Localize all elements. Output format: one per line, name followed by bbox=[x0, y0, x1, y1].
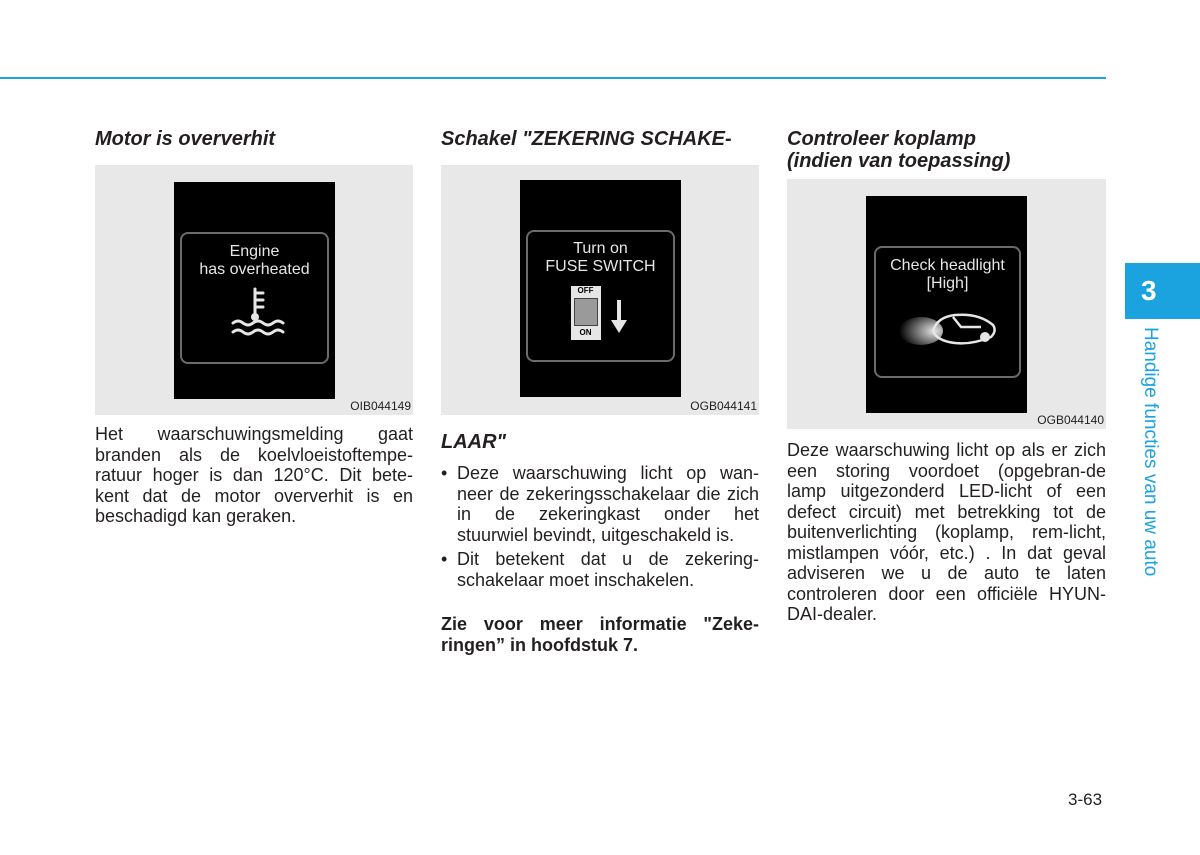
figure-code: OGB044140 bbox=[1037, 413, 1104, 427]
note-text: Zie voor meer informatie "Zeke-ringen” in hoofdstuk 7. bbox=[441, 614, 759, 655]
coolant-temperature-icon bbox=[225, 285, 285, 341]
cluster-display bbox=[520, 180, 681, 397]
chapter-number-tab: 3 bbox=[1125, 263, 1200, 319]
list-item: • Deze waarschuwing licht op wan-neer de zekeringsschakelaar die zich in de zekeringkast onder het stuurwiel bevindt, uitgeschakeld is. bbox=[441, 463, 759, 545]
figure-code: OIB044149 bbox=[350, 399, 411, 413]
message-line: Engine bbox=[229, 243, 280, 260]
top-rule bbox=[0, 77, 1106, 79]
section-heading-sub: (indien van toepassing) bbox=[787, 150, 1011, 172]
section-engine-overheated bbox=[95, 128, 413, 527]
switch-on-label: ON bbox=[579, 328, 592, 337]
switch-toggle bbox=[574, 298, 598, 326]
switch-body bbox=[571, 286, 601, 340]
list-item-text: Dit betekent dat u de zekering-schakelaar moet inschakelen. bbox=[457, 549, 759, 590]
chapter-title: Handige functies van uw auto bbox=[1140, 327, 1161, 577]
section-paragraph: Deze waarschuwing licht op als er zich een storing voordoet (opgebran-de lamp uitgezonderd LED-licht of een defect circuit) met betrekking tot de buitenverlichting (koplamp, rem-licht, mistlampen vóór, etc.) . In dat geval adviseren we u de auto te laten controleren door een officiële HYUN-DAI-dealer. bbox=[787, 440, 1106, 624]
bullet-list bbox=[441, 463, 759, 590]
cluster-display bbox=[866, 196, 1027, 413]
message-box bbox=[874, 246, 1021, 378]
section-paragraph: Het waarschuwingsmelding gaat branden als de koelvloeistoftempe-ratuur hoger is dan 120°C. Dit bete-kent dat de motor oververhit is en beschadigd kan geraken. bbox=[95, 424, 413, 526]
message-line: [High] bbox=[926, 275, 969, 292]
list-item: • Dit betekent dat u de zekering-schakelaar moet inschakelen. bbox=[441, 549, 759, 590]
figure-code: OGB044141 bbox=[690, 399, 757, 413]
section-heading: Motor is oververhit bbox=[95, 128, 276, 150]
page-number: 3-63 bbox=[1068, 790, 1103, 809]
section-fuse-switch bbox=[441, 128, 759, 655]
section-heading: Schakel "ZEKERING SCHAKE- bbox=[441, 128, 732, 150]
warning-figure bbox=[787, 179, 1106, 429]
section-check-headlight bbox=[787, 128, 1106, 625]
section-heading-continued: LAAR" bbox=[441, 431, 507, 453]
message-box bbox=[180, 232, 329, 364]
warning-figure bbox=[441, 165, 759, 415]
message-line: Check headlight bbox=[890, 257, 1005, 274]
fuse-switch-icon bbox=[561, 286, 641, 342]
message-line: FUSE SWITCH bbox=[545, 258, 656, 275]
car-headlight-icon bbox=[893, 301, 1003, 353]
message-box bbox=[526, 230, 675, 362]
section-heading: Controleer koplamp bbox=[787, 128, 976, 150]
list-item-text: Deze waarschuwing licht op wan-neer de zekeringsschakelaar die zich in de zekeringkast onder het stuurwiel bevindt, uitgeschakeld is. bbox=[457, 463, 759, 545]
switch-off-label: OFF bbox=[577, 286, 594, 295]
cluster-display bbox=[174, 182, 335, 399]
warning-figure bbox=[95, 165, 413, 415]
message-line: Turn on bbox=[573, 240, 628, 257]
message-line: has overheated bbox=[199, 261, 310, 278]
arrow-down-icon bbox=[609, 300, 629, 334]
